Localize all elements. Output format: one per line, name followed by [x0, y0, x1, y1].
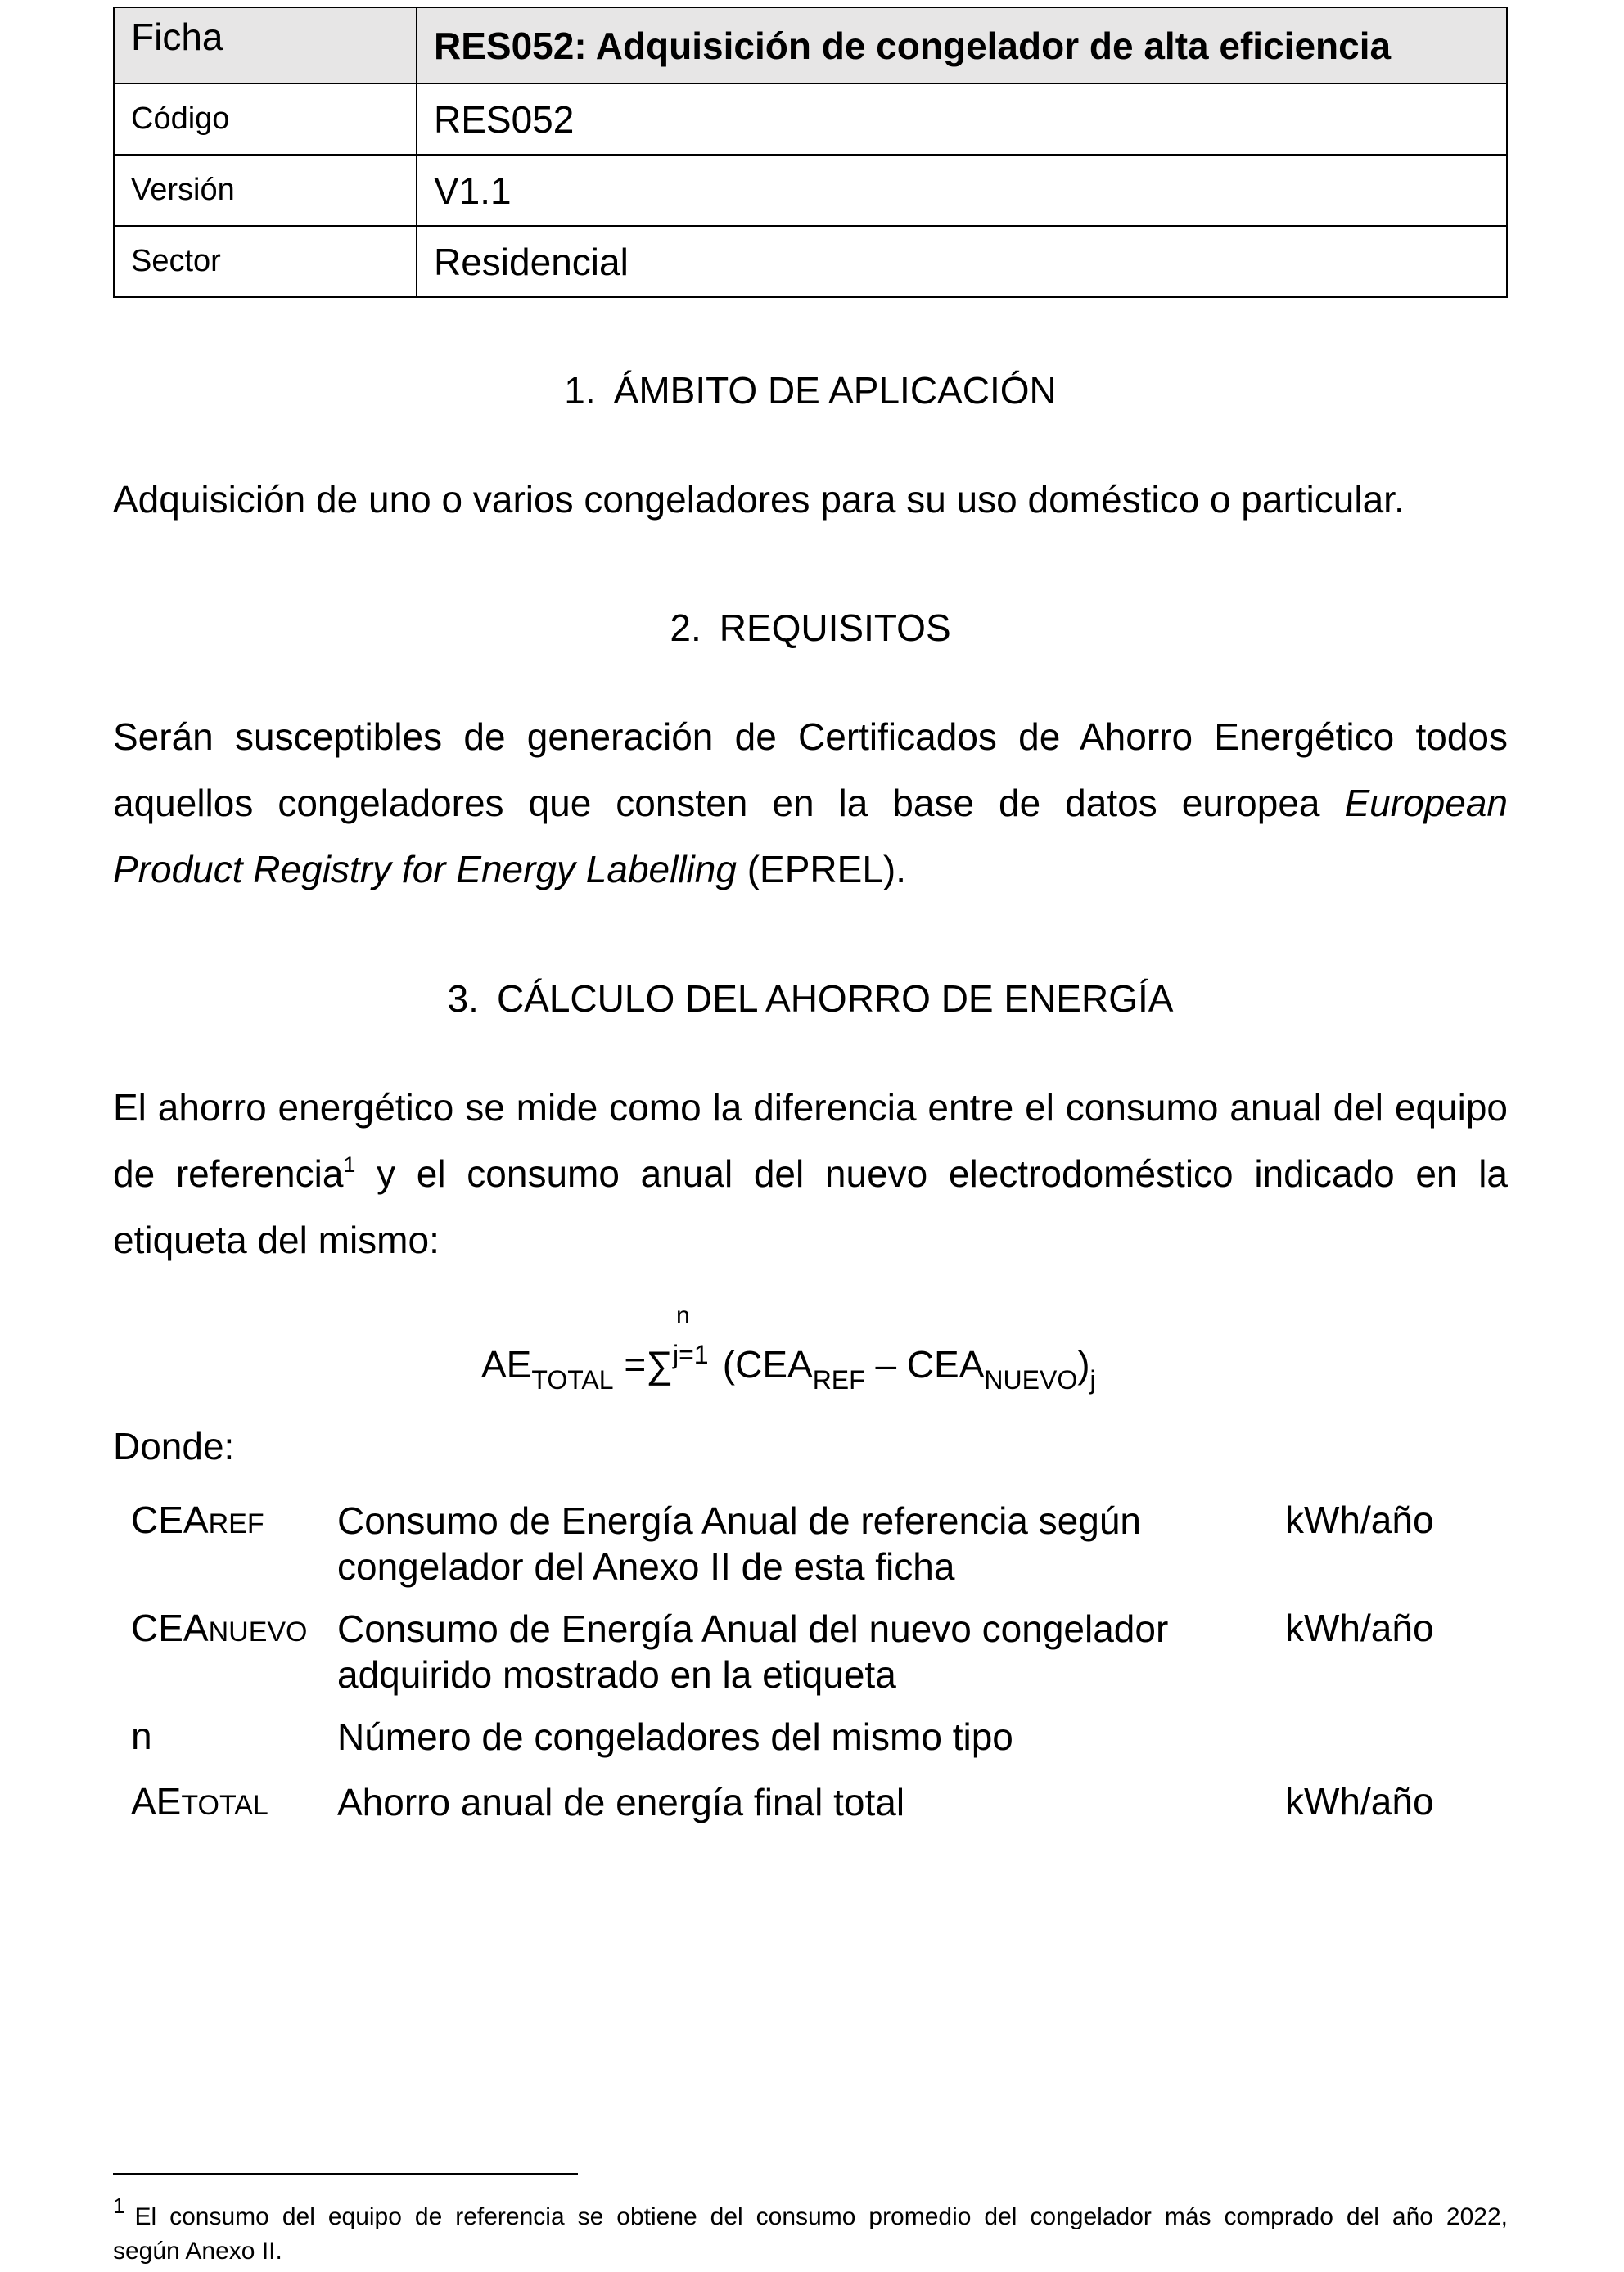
formula-part: ) — [1077, 1343, 1090, 1386]
version-label: Versión — [114, 155, 417, 226]
definition-unit: kWh/año — [1285, 1499, 1434, 1541]
donde-label: Donde: — [113, 1425, 235, 1467]
italic-run: European — [1344, 782, 1508, 824]
definition-description: Consumo de Energía Anual de referencia según congelador del Anexo II de esta ficha — [337, 1499, 1141, 1588]
sum-limits — [673, 1302, 712, 1377]
definition-unit: kWh/año — [1285, 1780, 1434, 1823]
formula-subscript: NUEVO — [984, 1365, 1078, 1395]
ficha-label: Ficha — [114, 7, 417, 83]
footnote-ref[interactable]: 1 — [343, 1152, 356, 1177]
section-number: 3. — [447, 977, 479, 1020]
ficha-row — [114, 7, 1507, 83]
formula-part: AE — [481, 1343, 532, 1386]
text-run: de referencia — [113, 1152, 344, 1195]
definition-symbol: CEAREF — [131, 1499, 264, 1541]
sector-label: Sector — [114, 226, 417, 297]
sum-symbol: ∑ — [646, 1343, 673, 1386]
footnote-separator — [113, 2173, 578, 2175]
formula-subscript: j — [1089, 1365, 1096, 1395]
section-number: 2. — [670, 606, 701, 649]
section-title: ÁMBITO DE APLICACIÓN — [613, 369, 1057, 412]
section-2-heading — [113, 606, 1508, 650]
italic-run: Product Registry for Energy Labelling — [113, 848, 737, 890]
version-value: V1.1 — [417, 155, 1507, 226]
text-run: El consumo del equipo de referencia se obtiene del consumo promedio del congelador más comprado del año 2022, — [134, 2203, 1508, 2230]
definition-unit: kWh/año — [1285, 1607, 1434, 1649]
formula-subscript: TOTAL — [531, 1365, 614, 1395]
section-2-text — [113, 704, 1508, 903]
formula-subscript: REF — [812, 1365, 865, 1395]
text-run: aquellos congeladores que consten en la base de datos europea — [113, 782, 1345, 824]
paragraph-line — [113, 836, 1508, 903]
text-run: y el consumo anual del nuevo electrodoméstico indicado en la — [355, 1152, 1508, 1195]
footnote-mark: 1 — [113, 2193, 125, 2218]
section-number: 1. — [564, 369, 596, 412]
definition-symbol: CEANUEVO — [131, 1607, 308, 1649]
paragraph-line: El ahorro energético se mide como la diferencia entre el consumo anual del equipo — [113, 1086, 1508, 1129]
section-title: CÁLCULO DEL AHORRO DE ENERGÍA — [496, 977, 1174, 1020]
ficha-title: RES052: Adquisición de congelador de alta eficiencia — [417, 7, 1507, 83]
formula-part: – CEA — [864, 1343, 985, 1386]
sector-value: Residencial — [417, 226, 1507, 297]
paragraph-line: Serán susceptibles de generación de Certificados de Ahorro Energético todos — [113, 715, 1508, 758]
footnote-line — [113, 2193, 1508, 2234]
definition-description: Ahorro anual de energía final total — [337, 1781, 905, 1823]
codigo-label: Código — [114, 83, 417, 155]
section-3-text — [113, 1075, 1508, 1273]
paragraph-line — [113, 770, 1508, 836]
codigo-row — [114, 83, 1507, 155]
version-row — [114, 155, 1507, 226]
section-3-heading — [113, 976, 1508, 1021]
definition-symbol: n — [131, 1715, 152, 1757]
section-1-text — [113, 467, 1508, 533]
paragraph-line: Adquisición de uno o varios congeladores para su uso doméstico o particular. — [113, 478, 1405, 521]
text-run: (EPREL). — [736, 848, 906, 890]
section-title: REQUISITOS — [719, 606, 951, 649]
sum-upper: n — [676, 1302, 690, 1329]
formula-part: = — [613, 1343, 647, 1386]
formula-part: (CEA — [712, 1343, 813, 1386]
formula — [481, 1302, 1096, 1395]
paragraph-line: etiqueta del mismo: — [113, 1219, 440, 1261]
ficha-table — [113, 7, 1508, 298]
sum-lower: j=1 — [673, 1340, 709, 1369]
definition-description: Consumo de Energía Anual del nuevo congelador adquirido mostrado en la etiqueta — [337, 1607, 1169, 1696]
definition-symbol: AETOTAL — [131, 1780, 268, 1823]
definition-description: Número de congeladores del mismo tipo — [337, 1715, 1013, 1758]
section-1-heading — [113, 368, 1508, 412]
sector-row — [114, 226, 1507, 297]
codigo-value: RES052 — [417, 83, 1507, 155]
paragraph-line — [113, 1141, 1508, 1207]
footnote — [113, 2193, 1508, 2269]
footnote-line: según Anexo II. — [113, 2238, 282, 2265]
